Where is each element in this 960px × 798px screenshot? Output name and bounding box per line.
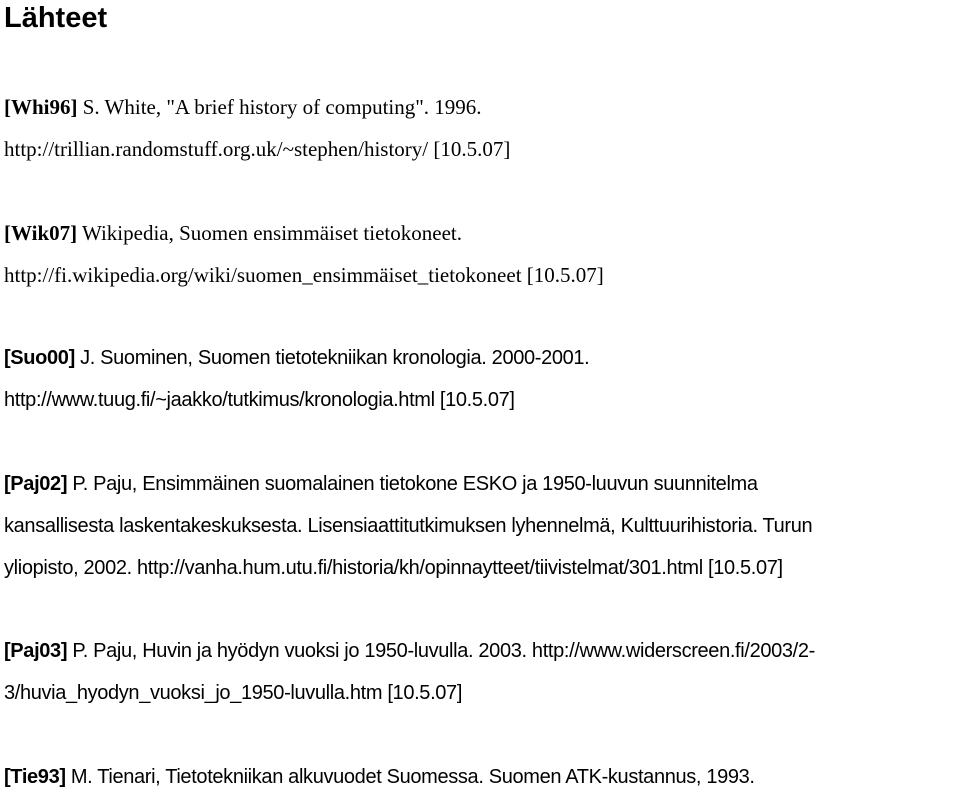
reference-paj02 <box>4 463 956 589</box>
reference-text: S. White, "A brief history of computing". 1996. <box>77 95 482 119</box>
reference-url: http://fi.wikipedia.org/wiki/suomen_ensimmäiset_tietokoneet [10.5.07] <box>4 263 604 287</box>
reference-key: [Paj03] <box>4 640 68 662</box>
reference-paj03 <box>4 630 956 714</box>
reference-key: [Paj02] <box>4 473 68 495</box>
reference-text: Wikipedia, Suomen ensimmäiset tietokoneet. <box>77 221 462 245</box>
reference-key: [Suo00] <box>4 347 75 369</box>
reference-url: http://trillian.randomstuff.org.uk/~stephen/history/ [10.5.07] <box>4 137 511 161</box>
reference-line <box>4 756 956 798</box>
reference-key: [Tie93] <box>4 766 66 788</box>
page-title: Lähteet <box>4 2 108 34</box>
reference-suo00 <box>4 337 956 421</box>
reference-line <box>4 630 956 672</box>
reference-tie93 <box>4 756 956 798</box>
reference-line <box>4 86 956 128</box>
reference-text: J. Suominen, Suomen tietotekniikan kronologia. 2000-2001. <box>74 347 590 369</box>
reference-line <box>4 212 956 254</box>
reference-url: http://www.tuug.fi/~jaakko/tutkimus/kronologia.html [10.5.07] <box>4 389 515 411</box>
reference-text: P. Paju, Huvin ja hyödyn vuoksi jo 1950-luvulla. 2003. http://www.widerscreen.fi/2003/2- <box>67 640 815 662</box>
reference-text: P. Paju, Ensimmäinen suomalainen tietokone ESKO ja 1950-luuvun suunnitelma <box>67 473 758 495</box>
reference-text-continued: kansallisesta laskentakeskuksesta. Lisensiaattitutkimuksen lyhennelmä, Kulttuurihistoria. Turun <box>4 515 813 537</box>
reference-line <box>4 463 956 505</box>
reference-line <box>4 337 956 379</box>
reference-url: yliopisto, 2002. http://vanha.hum.utu.fi/historia/kh/opinnaytteet/tiivistelmat/301.html [10.5.07] <box>4 557 783 579</box>
reference-whi96 <box>4 86 956 170</box>
reference-wik07 <box>4 212 956 296</box>
reference-key: [Wik07] <box>4 221 78 245</box>
reference-text: M. Tienari, Tietotekniikan alkuvuodet Suomessa. Suomen ATK-kustannus, 1993. <box>65 766 755 788</box>
reference-key: [Whi96] <box>4 95 78 119</box>
reference-url: 3/huvia_hyodyn_vuoksi_jo_1950-luvulla.htm [10.5.07] <box>4 682 463 704</box>
